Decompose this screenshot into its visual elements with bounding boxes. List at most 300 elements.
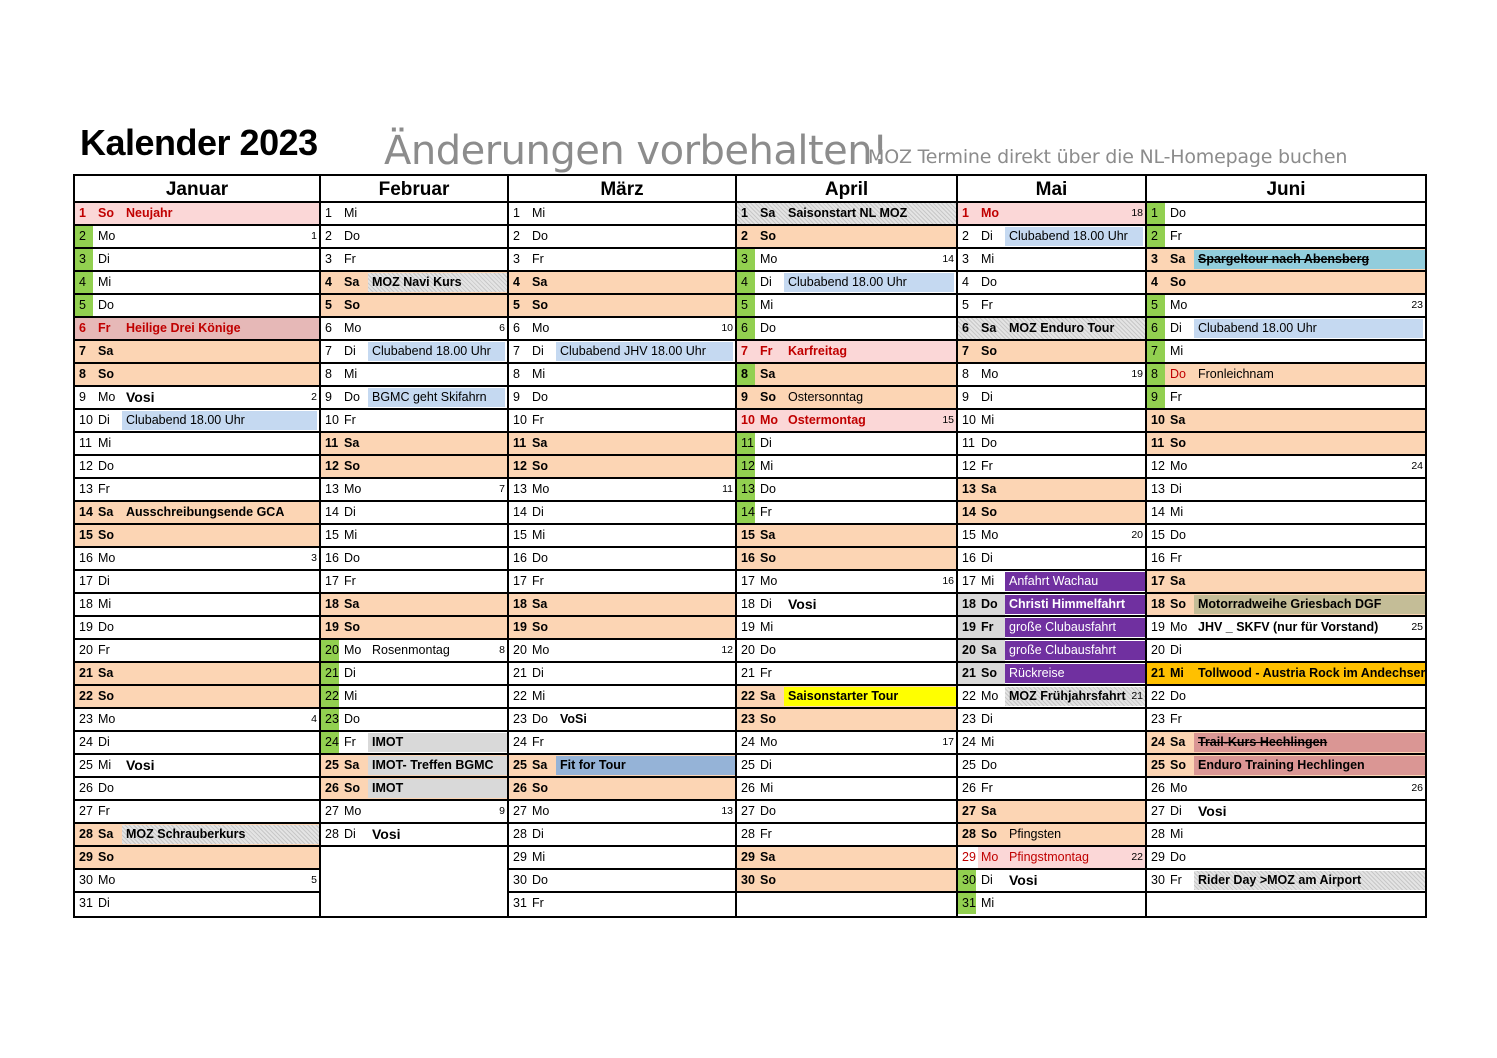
event-label: Clubabend 18.00 Uhr: [122, 411, 317, 430]
weekday: Di: [1170, 804, 1182, 818]
day-number: 14: [79, 505, 93, 519]
day-row: [509, 410, 735, 433]
week-number: 2: [311, 391, 317, 403]
day-number: 18: [79, 597, 93, 611]
day-row: [958, 249, 1145, 272]
day-number: 21: [741, 666, 755, 680]
day-number: 19: [962, 620, 976, 634]
day-row: [958, 295, 1145, 318]
day-row: [509, 456, 735, 479]
day-row: [509, 824, 735, 847]
weekday: Do: [1170, 850, 1186, 864]
day-row: [737, 387, 956, 410]
weekday: Mo: [344, 321, 362, 335]
day-row: [509, 226, 735, 249]
day-number: 1: [741, 206, 748, 220]
weekday: Mi: [98, 436, 112, 450]
day-number: 18: [325, 597, 339, 611]
day-row: [321, 410, 507, 433]
weekday: Mi: [532, 367, 546, 381]
weekday: Mo: [981, 206, 1000, 220]
event-label: VoSi: [560, 712, 587, 726]
day-number: 13: [79, 482, 93, 496]
day-number: 11: [325, 436, 339, 450]
day-row: [737, 663, 956, 686]
day-row: [75, 318, 319, 341]
weekday: Di: [981, 229, 993, 243]
weekday: Mo: [98, 229, 116, 243]
day-number: 27: [741, 804, 755, 818]
weekday: Fr: [532, 413, 544, 427]
day-row: [321, 318, 507, 341]
day-number: 31: [79, 896, 93, 910]
day-number: 5: [741, 298, 748, 312]
weekday: Di: [344, 827, 356, 841]
day-row: [737, 870, 956, 893]
day-number: 25: [513, 758, 527, 772]
day-number: 21: [513, 666, 527, 680]
calendar-grid: [73, 174, 1427, 918]
event-label: MOZ Navi Kurs: [368, 273, 507, 292]
day-row: [75, 456, 319, 479]
day-row: [321, 203, 507, 226]
weekday: Sa: [760, 850, 776, 864]
day-number: 13: [325, 482, 339, 496]
day-number: 30: [741, 873, 755, 887]
day-row: [958, 226, 1145, 249]
day-row: [509, 525, 735, 548]
weekday: Sa: [1170, 735, 1186, 749]
day-row: [1147, 226, 1425, 249]
day-number: 28: [513, 827, 527, 841]
day-row: [321, 479, 507, 502]
day-number: 2: [79, 229, 86, 243]
week-number: 19: [1131, 368, 1143, 380]
day-number: 23: [513, 712, 527, 726]
month-column-april: [737, 176, 958, 916]
weekday: Di: [981, 873, 993, 887]
event-label: Tollwood - Austria Rock im Andechser: [1198, 666, 1425, 680]
day-number: 31: [962, 896, 976, 910]
weekday: Mo: [1170, 781, 1188, 795]
day-number: 15: [79, 528, 93, 542]
day-row: [958, 640, 1145, 663]
day-row: [958, 387, 1145, 410]
month-column-januar: [75, 176, 321, 916]
event-label: Rider Day >MOZ am Airport: [1194, 871, 1425, 890]
week-number: 21: [1131, 690, 1143, 702]
day-row: [958, 571, 1145, 594]
day-number: 7: [1151, 344, 1158, 358]
day-number: 22: [962, 689, 976, 703]
day-number: 15: [325, 528, 339, 542]
day-row: [509, 686, 735, 709]
weekday: Sa: [98, 666, 114, 680]
weekday: Fr: [344, 574, 356, 588]
event-label: Vosi: [788, 596, 817, 612]
weekday: Di: [532, 344, 544, 358]
day-number: 25: [962, 758, 976, 772]
day-row: [737, 410, 956, 433]
day-number: 2: [325, 229, 332, 243]
day-row: [321, 502, 507, 525]
weekday: Mo: [760, 735, 778, 749]
day-row: [958, 364, 1145, 387]
day-row: [958, 594, 1145, 617]
day-row: [321, 617, 507, 640]
weekday: Do: [532, 229, 548, 243]
day-row: [737, 594, 956, 617]
event-label: Motorradweihe Griesbach DGF: [1194, 595, 1425, 614]
weekday: Mi: [344, 206, 358, 220]
week-number: 13: [721, 805, 733, 817]
weekday: Fr: [760, 827, 772, 841]
weekday: Di: [98, 735, 110, 749]
day-row: [75, 387, 319, 410]
day-number: 19: [1151, 620, 1165, 634]
day-row: [1147, 801, 1425, 824]
day-number: 27: [1151, 804, 1165, 818]
day-number: 23: [1151, 712, 1165, 726]
calendar-title: Kalender 2023: [80, 122, 318, 163]
weekday: Do: [532, 873, 548, 887]
weekday: Mi: [344, 528, 358, 542]
weekday: Do: [981, 275, 997, 289]
weekday: Mo: [532, 643, 550, 657]
day-number: 12: [741, 459, 755, 473]
weekday: So: [1170, 597, 1186, 611]
day-row: [737, 295, 956, 318]
day-number: 8: [325, 367, 332, 381]
day-row: [509, 778, 735, 801]
day-row: [1147, 640, 1425, 663]
weekday: Do: [1170, 206, 1186, 220]
day-number: 6: [325, 321, 332, 335]
day-row: [509, 801, 735, 824]
day-number: 8: [1151, 367, 1158, 381]
event-label: Clubabend JHV 18.00 Uhr: [556, 342, 733, 361]
day-row: [1147, 709, 1425, 732]
day-row: [75, 203, 319, 226]
day-number: 3: [741, 252, 748, 266]
day-number: 28: [79, 827, 93, 841]
day-row: [737, 548, 956, 571]
day-row: [1147, 203, 1425, 226]
day-row: [958, 433, 1145, 456]
weekday: Fr: [981, 298, 993, 312]
weekday: Do: [760, 482, 776, 496]
weekday: Fr: [532, 896, 544, 910]
day-row: [737, 456, 956, 479]
day-number: 3: [1151, 252, 1158, 266]
month-header: April: [737, 176, 956, 203]
week-number: 20: [1131, 529, 1143, 541]
day-number: 7: [741, 344, 748, 358]
day-row: [1147, 364, 1425, 387]
day-row: [737, 755, 956, 778]
weekday: Sa: [981, 643, 997, 657]
day-number: 7: [513, 344, 520, 358]
weekday: Mo: [98, 873, 116, 887]
day-row: [1147, 387, 1425, 410]
day-row: [737, 801, 956, 824]
day-number: 16: [1151, 551, 1165, 565]
day-number: 15: [513, 528, 527, 542]
day-number: 3: [325, 252, 332, 266]
day-number: 11: [962, 436, 975, 450]
day-number: 1: [79, 206, 86, 220]
weekday: So: [344, 298, 360, 312]
day-row: [75, 801, 319, 824]
day-row: [958, 755, 1145, 778]
day-row: [509, 502, 735, 525]
weekday: Di: [98, 413, 110, 427]
day-row: [509, 663, 735, 686]
day-row: [321, 341, 507, 364]
day-number: 24: [1151, 735, 1165, 749]
weekday: So: [760, 712, 776, 726]
event-label: Spargeltour nach Abensberg: [1194, 250, 1425, 269]
weekday: So: [760, 551, 776, 565]
weekday: So: [344, 620, 360, 634]
day-number: 22: [325, 689, 339, 703]
day-number: 9: [325, 390, 332, 404]
weekday: Sa: [344, 758, 360, 772]
weekday: Mo: [344, 643, 362, 657]
day-row: [321, 525, 507, 548]
day-number: 22: [79, 689, 93, 703]
weekday: Di: [98, 252, 110, 266]
weekday: Mi: [1170, 505, 1184, 519]
day-number: 21: [79, 666, 93, 680]
weekday: So: [532, 298, 548, 312]
day-number: 29: [962, 850, 976, 864]
day-number: 30: [79, 873, 93, 887]
weekday: Do: [344, 712, 360, 726]
day-row: [958, 893, 1145, 916]
weekday: Mo: [981, 367, 999, 381]
week-number: 22: [1131, 851, 1143, 863]
weekday: Di: [344, 344, 356, 358]
weekday: Di: [760, 275, 772, 289]
week-number: 17: [942, 736, 954, 748]
day-row: [509, 272, 735, 295]
day-number: 6: [741, 321, 748, 335]
weekday: Do: [344, 229, 360, 243]
weekday: Sa: [532, 436, 548, 450]
weekday: Di: [981, 712, 993, 726]
month-header: März: [509, 176, 735, 203]
day-number: 5: [79, 298, 86, 312]
day-number: 24: [79, 735, 93, 749]
day-number: 19: [741, 620, 755, 634]
weekday: So: [98, 689, 114, 703]
day-row: [1147, 249, 1425, 272]
day-number: 3: [962, 252, 969, 266]
event-label: MOZ Schrauberkurs: [122, 825, 319, 844]
day-row: [1147, 594, 1425, 617]
day-row: [509, 732, 735, 755]
day-number: 23: [325, 712, 339, 726]
day-row: [75, 433, 319, 456]
day-row: [737, 847, 956, 870]
day-number: 27: [325, 804, 339, 818]
month-header: Januar: [75, 176, 319, 203]
month-header: Mai: [958, 176, 1145, 203]
day-number: 21: [325, 666, 339, 680]
day-number: 2: [741, 229, 748, 243]
day-row: [509, 295, 735, 318]
weekday: Mo: [760, 574, 778, 588]
day-number: 2: [962, 229, 969, 243]
day-row: [321, 732, 507, 755]
day-number: 5: [1151, 298, 1158, 312]
day-row: [958, 203, 1145, 226]
day-number: 6: [1151, 321, 1158, 335]
weekday: Mo: [1170, 459, 1188, 473]
day-number: 14: [1151, 505, 1165, 519]
weekday: Do: [532, 712, 548, 726]
day-number: 30: [962, 873, 976, 887]
day-number: 8: [513, 367, 520, 381]
day-number: 18: [741, 597, 755, 611]
day-row: [75, 548, 319, 571]
weekday: Di: [344, 666, 356, 680]
day-row: [737, 709, 956, 732]
day-number: 24: [325, 735, 339, 749]
weekday: Di: [98, 574, 110, 588]
weekday: Mo: [98, 712, 116, 726]
event-label: Ostersonntag: [788, 390, 864, 404]
day-number: 2: [513, 229, 520, 243]
weekday: Di: [981, 551, 993, 565]
day-number: 9: [962, 390, 969, 404]
weekday: Fr: [1170, 873, 1182, 887]
day-number: 24: [962, 735, 976, 749]
weekday: Do: [760, 321, 776, 335]
day-row: [958, 663, 1145, 686]
weekday: Di: [1170, 643, 1182, 657]
day-number: 20: [325, 643, 339, 657]
weekday: So: [981, 827, 997, 841]
week-number: 24: [1411, 460, 1423, 472]
day-row: [737, 364, 956, 387]
day-row: [75, 571, 319, 594]
day-row: [75, 755, 319, 778]
week-number: 5: [311, 874, 317, 886]
day-number: 8: [79, 367, 86, 381]
event-label: IMOT: [368, 733, 507, 752]
weekday: Mo: [760, 252, 778, 266]
day-number: 12: [325, 459, 339, 473]
day-row: [321, 686, 507, 709]
day-number: 11: [79, 436, 92, 450]
day-row: [75, 847, 319, 870]
month-column-mai: [958, 176, 1147, 916]
weekday: Do: [98, 459, 114, 473]
weekday: So: [98, 528, 114, 542]
week-number: 7: [499, 483, 505, 495]
weekday: So: [532, 781, 548, 795]
day-number: 30: [513, 873, 527, 887]
weekday: Sa: [760, 528, 776, 542]
day-number: 15: [741, 528, 755, 542]
day-row: [737, 617, 956, 640]
event-label: Ostermontag: [788, 413, 866, 427]
weekday: Mo: [98, 551, 116, 565]
weekday: Fr: [760, 666, 772, 680]
day-row: [737, 226, 956, 249]
day-number: 17: [962, 574, 976, 588]
day-row: [958, 456, 1145, 479]
day-number: 26: [962, 781, 976, 795]
day-number: 17: [1151, 574, 1165, 588]
day-number: 20: [513, 643, 527, 657]
day-number: 14: [741, 505, 755, 519]
day-number: 20: [79, 643, 93, 657]
day-row: [509, 364, 735, 387]
weekday: Di: [532, 505, 544, 519]
day-number: 9: [513, 390, 520, 404]
day-number: 16: [741, 551, 755, 565]
weekday: Fr: [98, 482, 110, 496]
day-number: 27: [513, 804, 527, 818]
day-number: 13: [962, 482, 976, 496]
day-row: [75, 778, 319, 801]
day-number: 28: [325, 827, 339, 841]
weekday: Fr: [532, 574, 544, 588]
day-row: [509, 433, 735, 456]
weekday: So: [981, 505, 997, 519]
weekday: Mi: [760, 459, 774, 473]
event-label: Rosenmontag: [372, 643, 450, 657]
weekday: Do: [344, 390, 360, 404]
weekday: Di: [1170, 482, 1182, 496]
day-number: 26: [1151, 781, 1165, 795]
month-column-februar: [321, 176, 509, 916]
weekday: Di: [760, 436, 772, 450]
day-row: [1147, 571, 1425, 594]
day-number: 9: [79, 390, 86, 404]
week-number: 10: [721, 322, 733, 334]
day-number: 4: [962, 275, 969, 289]
event-label: Clubabend 18.00 Uhr: [1005, 227, 1143, 246]
day-row: [509, 709, 735, 732]
weekday: Fr: [344, 413, 356, 427]
day-row: [737, 686, 956, 709]
event-label: Enduro Training Hechlingen: [1194, 756, 1425, 775]
day-row: [509, 870, 735, 893]
day-row: [509, 594, 735, 617]
day-row: [509, 893, 735, 916]
week-number: 9: [499, 805, 505, 817]
day-row: [1147, 755, 1425, 778]
weekday: Fr: [1170, 390, 1182, 404]
week-number: 23: [1411, 299, 1423, 311]
day-number: 10: [1151, 413, 1165, 427]
event-label: Vosi: [1198, 803, 1227, 819]
weekday: Di: [760, 597, 772, 611]
day-row: [75, 709, 319, 732]
day-number: 12: [1151, 459, 1165, 473]
weekday: Mi: [344, 689, 358, 703]
weekday: Di: [760, 758, 772, 772]
day-number: 25: [325, 758, 339, 772]
weekday: Mo: [981, 528, 999, 542]
weekday: Sa: [1170, 413, 1186, 427]
weekday: So: [1170, 436, 1186, 450]
weekday: Do: [98, 781, 114, 795]
